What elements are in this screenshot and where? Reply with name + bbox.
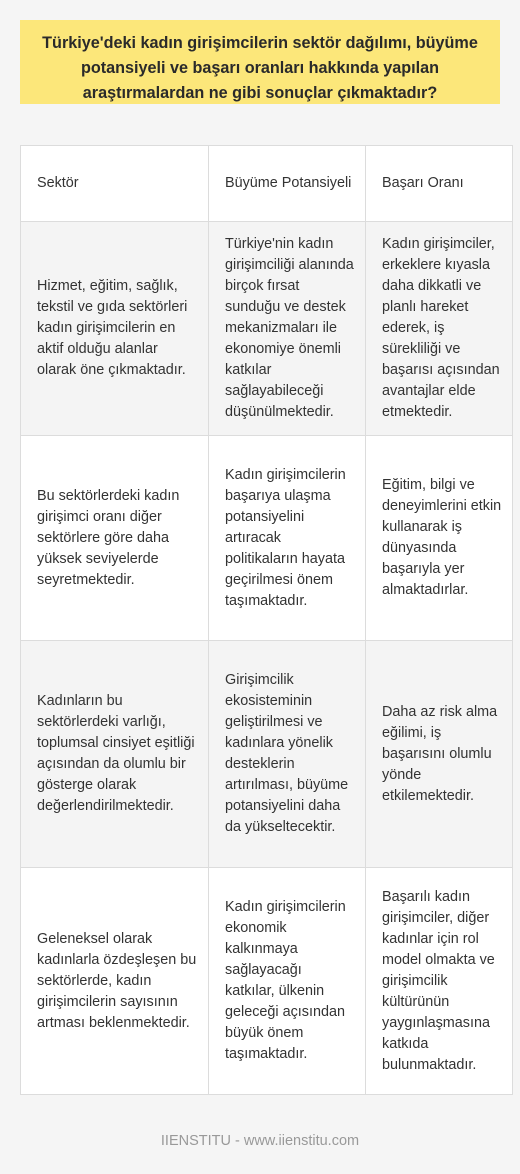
cell-success-rate: Başarılı kadın girişimciler, diğer kadınlar için rol model olmakta ve girişimcilik kültürünün yaygınlaşmasına katkıda bulunmaktadır. <box>366 868 513 1095</box>
cell-growth-potential: Kadın girişimcilerin ekonomik kalkınmaya sağlayacağı katkılar, ülkenin geleceği açısından büyük önem taşımaktadır. <box>209 868 366 1095</box>
cell-success-rate: Kadın girişimciler, erkeklere kıyasla daha dikkatli ve planlı hareket ederek, iş sürekliliği ve başarısı açısından avantajlar elde etmektedir. <box>366 222 513 436</box>
header-success-rate: Başarı Oranı <box>366 146 513 222</box>
cell-sector: Geleneksel olarak kadınlarla özdeşleşen bu sektörlerde, kadın girişimcilerin sayısının artması beklenmektedir. <box>21 868 209 1095</box>
cell-growth-potential: Girişimcilik ekosisteminin geliştirilmesi ve kadınlara yönelik desteklerin artırılması, büyüme potansiyelini daha da yükseltecektir. <box>209 641 366 868</box>
table-row <box>21 868 513 1095</box>
cell-success-rate: Eğitim, bilgi ve deneyimlerini etkin kullanarak iş dünyasında başarıyla yer almaktadırlar. <box>366 436 513 641</box>
question-title: Türkiye'deki kadın girişimcilerin sektör dağılımı, büyüme potansiyeli ve başarı oranları hakkında yapılan araştırmalardan ne gibi sonuçlar çıkmaktadır? <box>20 20 500 104</box>
comparison-table-container <box>20 145 512 1095</box>
cell-sector: Bu sektörlerdeki kadın girişimci oranı diğer sektörlere göre daha yüksek seviyelerde seyretmektedir. <box>21 436 209 641</box>
table-row <box>21 222 513 436</box>
cell-sector: Hizmet, eğitim, sağlık, tekstil ve gıda sektörleri kadın girişimcilerin en aktif olduğu alanlar olarak öne çıkmaktadır. <box>21 222 209 436</box>
header-growth-potential: Büyüme Potansiyeli <box>209 146 366 222</box>
table-header-row <box>21 146 513 222</box>
cell-growth-potential: Kadın girişimcilerin başarıya ulaşma potansiyelini artıracak politikaların hayata geçirilmesi önem taşımaktadır. <box>209 436 366 641</box>
header-sector: Sektör <box>21 146 209 222</box>
cell-sector: Kadınların bu sektörlerdeki varlığı, toplumsal cinsiyet eşitliği açısından da olumlu bir gösterge olarak değerlendirilmektedir. <box>21 641 209 868</box>
table-row <box>21 641 513 868</box>
cell-growth-potential: Türkiye'nin kadın girişimciliği alanında birçok fırsat sunduğu ve destek mekanizmaları ile ekonomiye önemli katkılar sağlayabileceği düşünülmektedir. <box>209 222 366 436</box>
table-row <box>21 436 513 641</box>
comparison-table <box>20 145 513 1095</box>
footer-credit: IIENSTITU - www.iienstitu.com <box>160 1133 360 1149</box>
cell-success-rate: Daha az risk alma eğilimi, iş başarısını olumlu yönde etkilemektedir. <box>366 641 513 868</box>
